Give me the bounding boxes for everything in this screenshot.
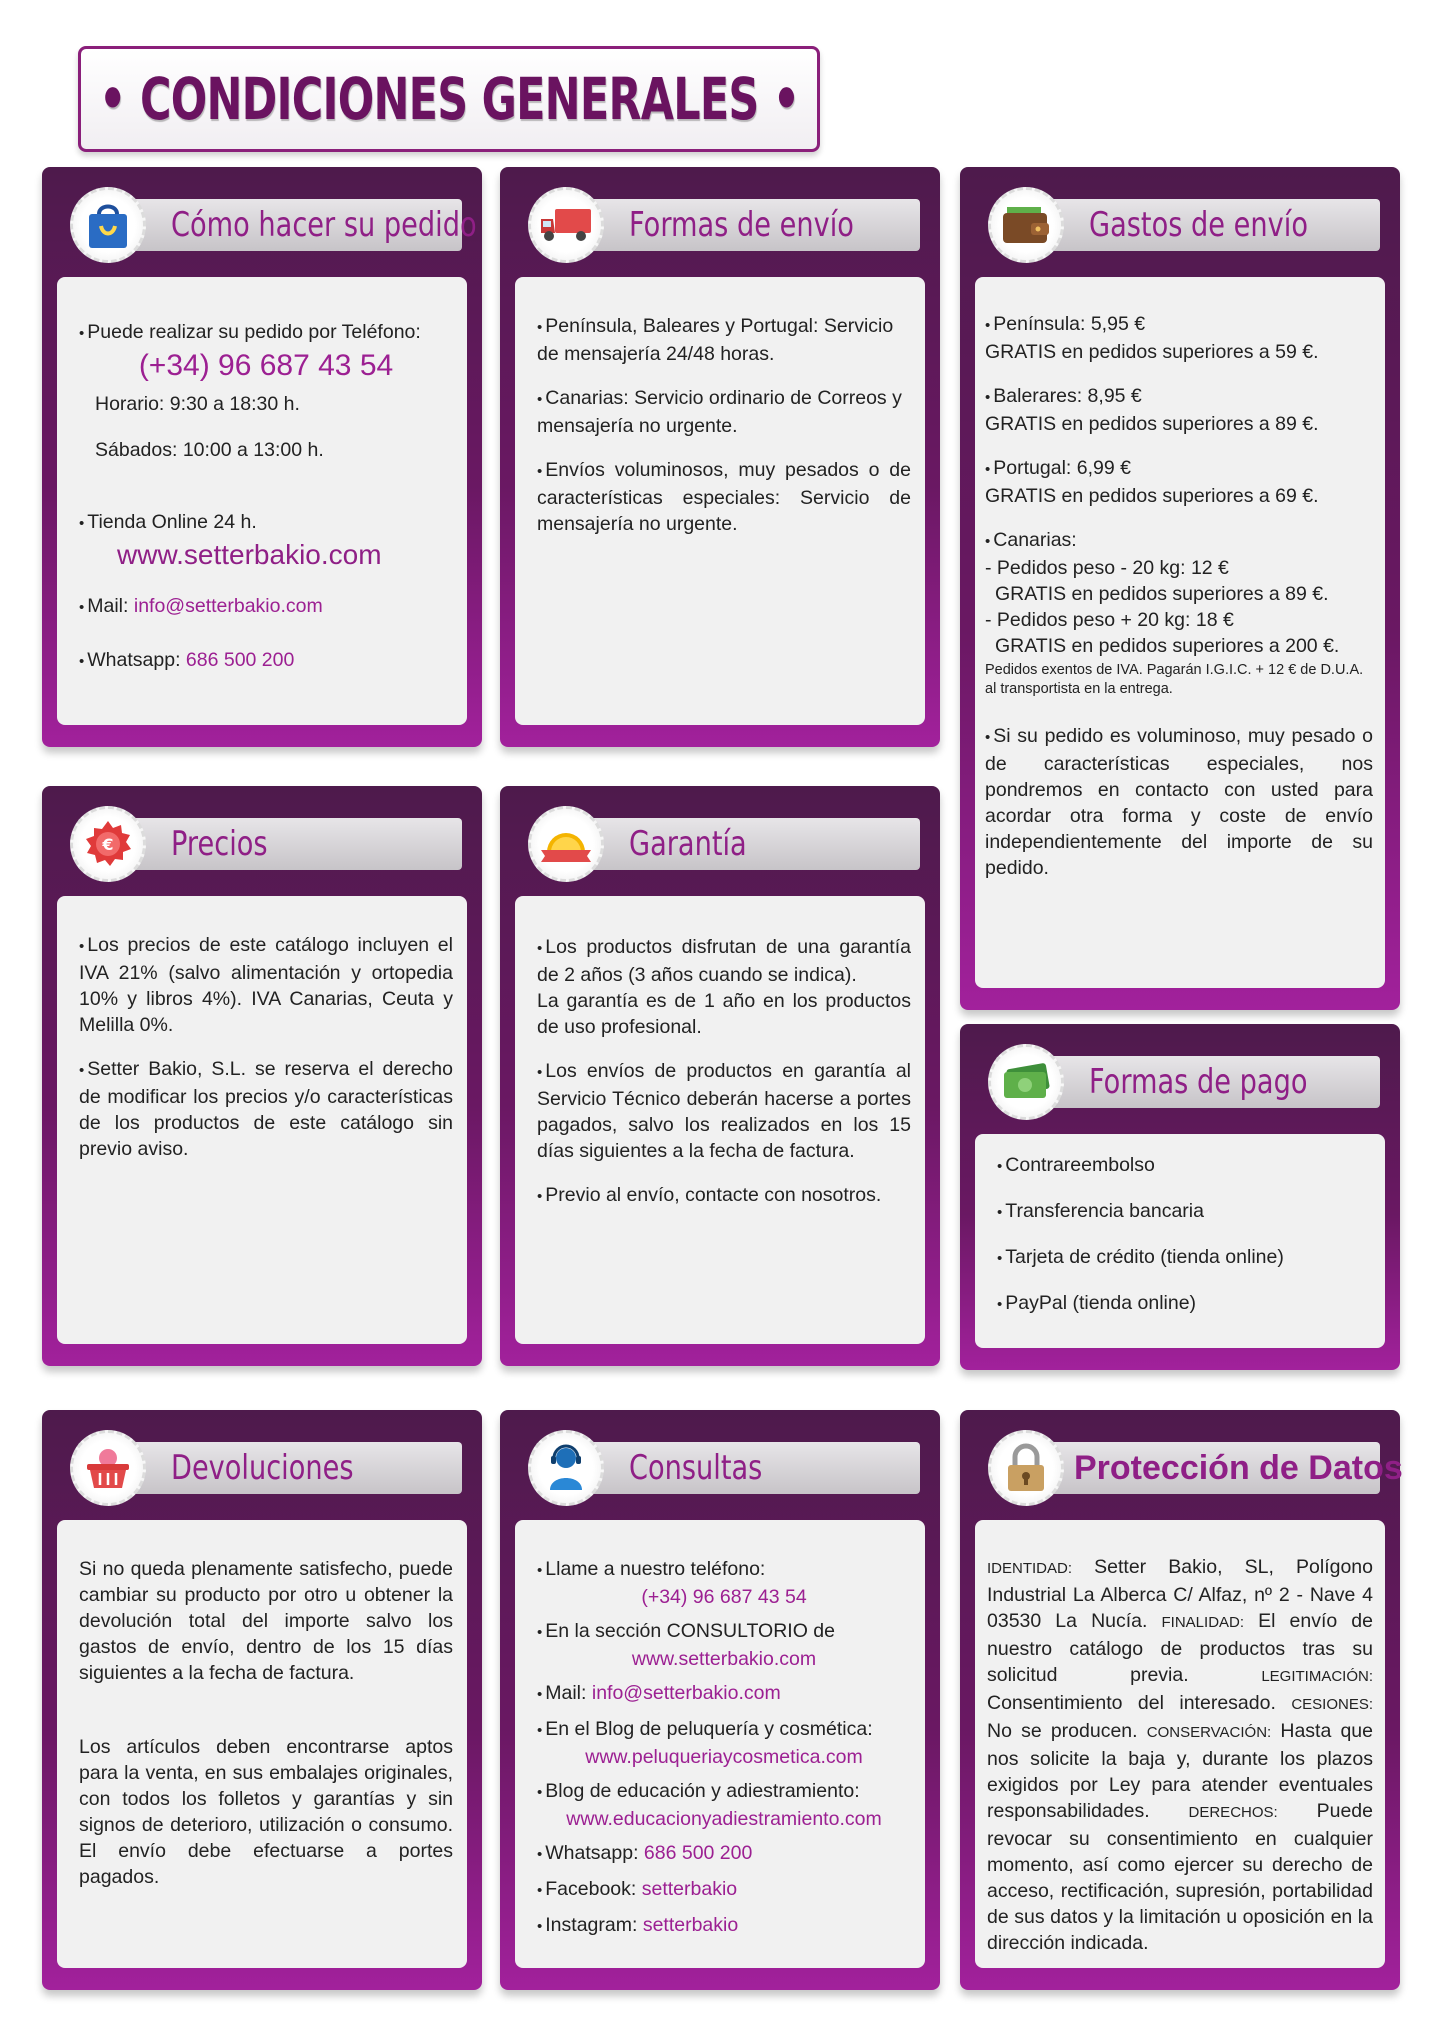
cesiones-label: CESIONES: — [1291, 1696, 1373, 1713]
warranty-seal-icon — [528, 806, 604, 882]
finalidad-text: El envío de nuestro catálogo de productos tras su solicitud previa. — [987, 1610, 1373, 1686]
pago-item: • Transferencia bancaria — [997, 1198, 1371, 1226]
identidad-label: IDENTIDAD: — [987, 1560, 1073, 1577]
card-title: Protección de Datos — [1074, 1449, 1403, 1487]
delivery-truck-icon — [528, 187, 604, 263]
canarias-line-1: - Pedidos peso - 20 kg: 12 € — [985, 557, 1229, 579]
euro-badge-icon — [70, 806, 146, 882]
whatsapp-row — [79, 647, 453, 675]
page-title: • CONDICIONES GENERALES • — [98, 65, 800, 133]
card-title: Gastos de envío — [1089, 205, 1308, 245]
blog1-link[interactable]: www.peluqueriaycosmetica.com — [585, 1746, 863, 1768]
mail-row — [79, 593, 453, 621]
card-body — [515, 277, 925, 725]
precios-item: • Setter Bakio, S.L. se reserva el derecho de modificar los precios y/o características de los productos de este catálogo sin previo aviso. — [79, 1056, 453, 1162]
card-envio — [500, 167, 940, 747]
facebook-link[interactable]: setterbakio — [641, 1878, 738, 1900]
cesiones-text: No se producen. — [987, 1720, 1138, 1742]
support-agent-icon — [528, 1430, 604, 1506]
shopping-bag-icon — [70, 187, 146, 263]
envio-item: • Península, Baleares y Portugal: Servicio de mensajería 24/48 horas. — [537, 313, 911, 367]
garantia-item-extra: La garantía es de 1 año en los productos de uso profesional. — [537, 990, 911, 1038]
portugal-free: GRATIS en pedidos superiores a 69 €. — [985, 485, 1319, 507]
blog1-label: • En el Blog de peluquería y cosmética: — [537, 1716, 911, 1744]
instagram-row — [537, 1912, 911, 1940]
hours: Horario: 9:30 a 18:30 h. — [95, 393, 300, 415]
baleares-price: • Balerares: 8,95 € — [985, 383, 1373, 411]
instagram-label: Instagram: — [545, 1914, 638, 1936]
canarias-line-2: - Pedidos peso + 20 kg: 18 € — [985, 609, 1234, 631]
blog2-link[interactable]: www.educacionyadiestramiento.com — [566, 1808, 882, 1830]
portugal-price: • Portugal: 6,99 € — [985, 455, 1373, 483]
card-body — [975, 277, 1385, 988]
legitimacion-label: LEGITIMACIÓN: — [1261, 1668, 1373, 1685]
phone-number[interactable]: (+34) 96 687 43 54 — [641, 1586, 807, 1608]
derechos-text: Puede revocar su consentimiento en cualquier momento, así como ejercer su derecho de acceso, rectificación, supresión, portabilidad de sus datos y la limitación u oposición en la dirección indicada. — [987, 1800, 1373, 1954]
card-proteccion — [960, 1410, 1403, 1990]
wallet-icon — [988, 187, 1064, 263]
card-title: Formas de pago — [1089, 1062, 1308, 1102]
whatsapp-row — [537, 1840, 911, 1868]
conservacion-label: CONSERVACIÓN: — [1146, 1724, 1272, 1741]
card-consultas — [500, 1410, 940, 1990]
devoluciones-paragraph: Si no queda plenamente satisfecho, puede cambiar su producto por otro u obtener la devolución total del importe salvo los gastos de envío, dentro de los 15 días siguientes a la fecha de factura. — [79, 1558, 453, 1684]
mail-link[interactable]: info@setterbakio.com — [133, 595, 323, 617]
card-title: Consultas — [629, 1448, 763, 1488]
card-devoluciones — [42, 1410, 482, 1990]
pago-item: • PayPal (tienda online) — [997, 1290, 1371, 1318]
facebook-label: Facebook: — [545, 1878, 637, 1900]
shopping-basket-icon — [70, 1430, 146, 1506]
canarias-line-2-free: GRATIS en pedidos superiores a 200 €. — [995, 635, 1340, 657]
card-title: Garantía — [629, 824, 747, 864]
devoluciones-paragraph: Los artículos deben encontrarse aptos para la venta, en sus embalajes originales, con todos los folletos y garantías y sin signos de deterioro, utilización o consumo. El envío debe efectuarse a portes pagados. — [79, 1736, 453, 1888]
garantia-item: • Previo al envío, contacte con nosotros. — [537, 1182, 911, 1210]
phone-number[interactable]: (+34) 96 687 43 54 — [138, 349, 394, 382]
card-body — [57, 896, 467, 1344]
proteccion-text — [987, 1554, 1373, 1956]
card-title: Formas de envío — [629, 205, 854, 245]
conservacion-text: Hasta que nos solicite la baja y, durante los plazos exigidos por Ley para atender eventuales responsabilidades. — [987, 1720, 1373, 1822]
whatsapp-label: Whatsapp: — [87, 649, 181, 671]
phone-label: • Puede realizar su pedido por Teléfono: — [79, 319, 453, 347]
envio-item: • Canarias: Servicio ordinario de Correos y mensajería no urgente. — [537, 385, 911, 439]
garantia-item: • Los envíos de productos en garantía al Servicio Técnico deberán hacerse a portes pagados, salvo los realizados en los 15 días siguientes a la fecha de factura. — [537, 1058, 911, 1164]
card-pago — [960, 1024, 1400, 1370]
saturday-hours: Sábados: 10:00 a 13:00 h. — [95, 439, 324, 461]
finalidad-label: FINALIDAD: — [1161, 1614, 1245, 1631]
card-body — [515, 896, 925, 1344]
legitimacion-text: Consentimiento del interesado. — [987, 1692, 1276, 1714]
baleares-free: GRATIS en pedidos superiores a 89 €. — [985, 413, 1319, 435]
mail-label: Mail: — [87, 595, 129, 617]
consultorio-label: • En la sección CONSULTORIO de — [537, 1618, 911, 1646]
card-title: Devoluciones — [171, 1448, 354, 1488]
page-banner — [78, 46, 820, 152]
card-body — [515, 1520, 925, 1968]
website-link[interactable]: www.setterbakio.com — [117, 539, 382, 570]
phone-label: • Llame a nuestro teléfono: — [537, 1556, 911, 1584]
mail-row — [537, 1680, 911, 1708]
card-gastos — [960, 167, 1400, 1010]
canarias-note: Pedidos exentos de IVA. Pagarán I.G.I.C. + 12 € de D.U.A. al transportista en la entrega. — [985, 662, 1364, 697]
online-label: • Tienda Online 24 h. — [79, 509, 453, 537]
whatsapp-number[interactable]: 686 500 200 — [643, 1842, 753, 1864]
voluminoso-note: • Si su pedido es voluminoso, muy pesado o de características especiales, nos pondremos en contacto con usted para acordar otra forma y coste de envío independientemente del importe de su pedido. — [985, 723, 1373, 881]
blog2-label: • Blog de educación y adiestramiento: — [537, 1778, 911, 1806]
mail-link[interactable]: info@setterbakio.com — [591, 1682, 781, 1704]
padlock-icon — [988, 1430, 1064, 1506]
pago-item: • Tarjeta de crédito (tienda online) — [997, 1244, 1371, 1272]
canarias-label: • Canarias: — [985, 527, 1373, 555]
canarias-line-1-free: GRATIS en pedidos superiores a 89 €. — [995, 583, 1329, 605]
derechos-label: DERECHOS: — [1188, 1804, 1278, 1821]
card-garantia — [500, 786, 940, 1366]
card-title: Precios — [171, 824, 268, 864]
envio-item: • Envíos voluminosos, muy pesados o de características especiales: Servicio de mensajería no urgente. — [537, 457, 911, 537]
pago-item: • Contrareembolso — [997, 1152, 1371, 1180]
whatsapp-label: Whatsapp: — [545, 1842, 639, 1864]
mail-label: Mail: — [545, 1682, 587, 1704]
svg-text:€: € — [102, 835, 114, 854]
peninsula-price: • Península: 5,95 € — [985, 311, 1373, 339]
whatsapp-number[interactable]: 686 500 200 — [185, 649, 295, 671]
consultorio-link[interactable]: www.setterbakio.com — [631, 1648, 817, 1670]
facebook-row — [537, 1876, 911, 1904]
garantia-item: • Los productos disfrutan de una garantía de 2 años (3 años cuando se indica). — [537, 934, 911, 988]
precios-item: • Los precios de este catálogo incluyen el IVA 21% (salvo alimentación y ortopedia 10% y libros 4%). IVA Canarias, Ceuta y Melilla 0%. — [79, 932, 453, 1038]
card-body — [975, 1520, 1385, 1968]
card-body — [975, 1134, 1385, 1348]
identidad-text: Setter Bakio, SL, Polígono Industrial La Alberca C/ Alfaz, nº 2 - Nave 4 03530 La Nucía. — [987, 1556, 1373, 1632]
card-pedido — [42, 167, 482, 747]
peninsula-free: GRATIS en pedidos superiores a 59 €. — [985, 341, 1319, 363]
card-body — [57, 1520, 467, 1968]
card-body — [57, 277, 467, 725]
instagram-link[interactable]: setterbakio — [642, 1914, 739, 1936]
money-bills-icon — [988, 1044, 1064, 1120]
card-title: Cómo hacer su pedido — [171, 205, 477, 245]
card-precios — [42, 786, 482, 1366]
